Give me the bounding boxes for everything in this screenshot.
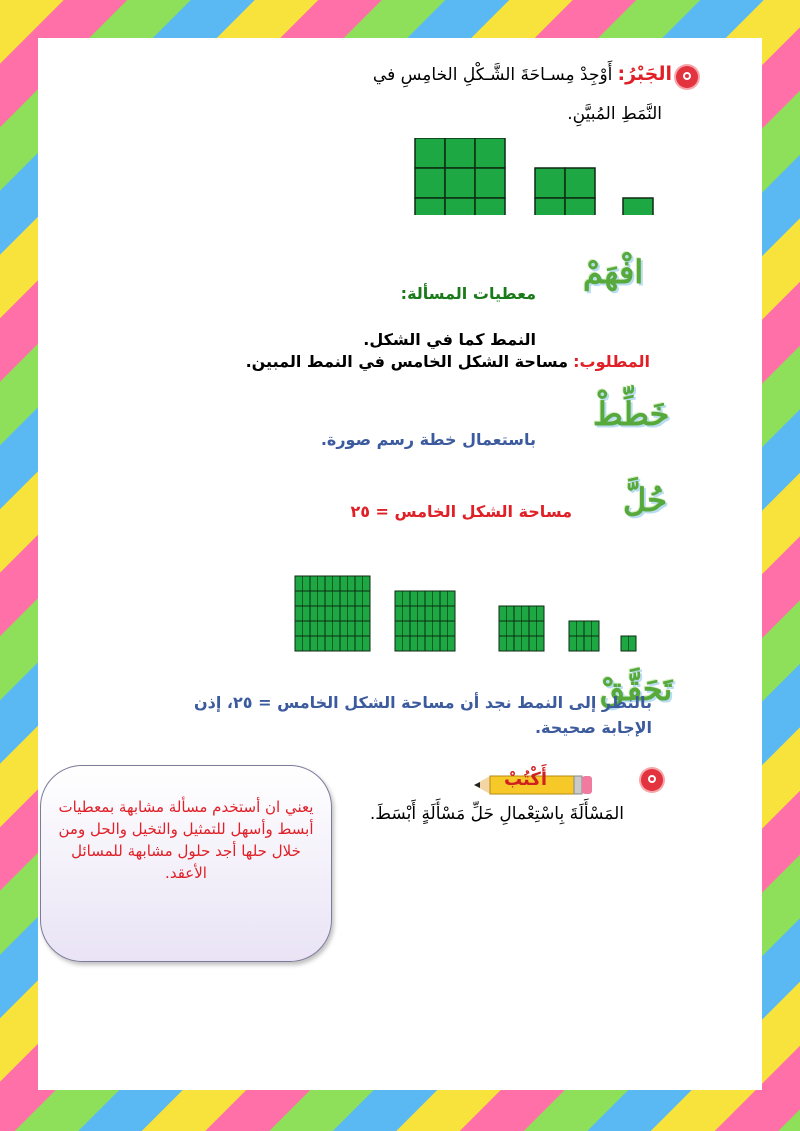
answer-note-text: يعني ان أستخدم مسألة مشابهة بمعطيات أبسط وأسهل للتمثيل والتخيل والحل ومن خلال حلها أجد حلول مشابهة للمسائل الأعقد. [58, 798, 314, 882]
plan-text: باستعمال خطة رسم صورة. [320, 430, 536, 449]
check-text-line-1: بالنظر إلى النمط نجد أن مساحة الشكل الخامس = ٢٥، إذن [194, 693, 652, 712]
write-text-line-2: المَسْأَلَةَ بِاسْتِعْمالِ حَلِّ مَسْأَلَةٍ أَبْسَطَ. [369, 804, 624, 824]
givens-label: معطيات المسألة: [400, 284, 536, 303]
top-pattern-figure [413, 138, 658, 215]
pattern-square-t0-0-1 [445, 138, 475, 168]
question-line-2: النَّمَطِ المُبيَّنِ. [567, 104, 662, 124]
question-text: أَوْجِدْ مِسـاحَةَ الشَّـكْلِ الخامِسِ في [372, 65, 613, 85]
pattern-square-t1-1-1 [565, 198, 595, 215]
pattern-square-t0-1-0 [415, 168, 445, 198]
pattern-square-t1-0-0 [535, 168, 565, 198]
solve-text: مساحة الشكل الخامس = ٢٥ [350, 502, 572, 521]
pattern-square-t1-1-0 [535, 198, 565, 215]
solution-pattern-figure [293, 551, 653, 653]
pattern-square-t0-2-2 [475, 198, 505, 215]
question-bullet-icon [676, 66, 698, 88]
plan-heading: خَطِّطْ [593, 395, 670, 433]
question-line-1 [252, 63, 672, 85]
write-bullet-icon [641, 769, 663, 791]
pattern-square-t0-1-1 [445, 168, 475, 198]
pattern-square-t0-2-1 [445, 198, 475, 215]
pattern-square-t2-0-0 [623, 198, 653, 215]
givens-value: النمط كما في الشكل. [363, 330, 536, 349]
required-label: المطلوب: [573, 352, 650, 371]
solve-heading: حُلَّ [623, 481, 668, 519]
required-line [246, 352, 650, 371]
pattern-square-t0-0-2 [475, 138, 505, 168]
worksheet-page [38, 38, 762, 1090]
pattern-square-t0-1-2 [475, 168, 505, 198]
answer-note-box [40, 765, 332, 962]
pattern-square-t0-2-0 [415, 198, 445, 215]
understand-heading: افْهَمْ [583, 253, 644, 291]
check-heading: تَحَقَّقْ [600, 670, 673, 708]
write-heading: أَكْتُبْ [504, 769, 548, 790]
question-label: الجَبْرُ: [617, 63, 672, 85]
required-value: مساحة الشكل الخامس في النمط المبين. [245, 352, 569, 371]
pattern-square-t1-0-1 [565, 168, 595, 198]
check-text-line-2: الإجابة صحيحة. [534, 718, 652, 737]
pattern-square-t0-0-0 [415, 138, 445, 168]
